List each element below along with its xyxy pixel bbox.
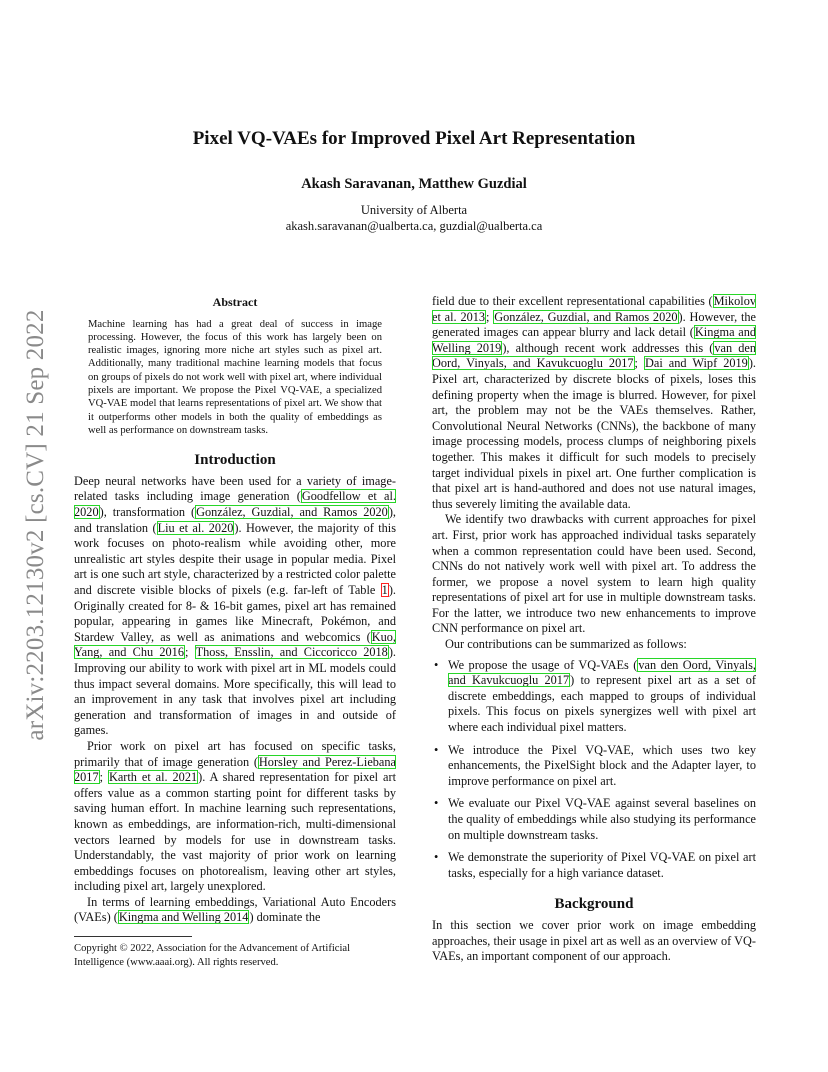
contribution-item [432, 850, 756, 881]
text-run: ). However, the majority of this work focuses on photo-realism while avoiding other, more unrealistic art styles despite their usage in popular media. Pixel art is one such art style, characterized by a restricted color palette and discrete visible blocks of pixels (e.g. far-left of Table [74, 520, 397, 598]
citation-link[interactable]: Kingma and Welling 2019 [432, 325, 756, 355]
text-run: We propose the usage of VQ-VAEs ( [448, 657, 638, 672]
intro-paragraph-1 [74, 474, 396, 739]
citation-link[interactable]: Mikolov et al. 2013 [432, 294, 756, 324]
contributions-intro: Our contributions can be summarized as follows: [445, 637, 687, 652]
right-column [432, 294, 756, 965]
text-run: ). Improving our ability to work with pixel art in ML models could thus impact several domains. More specifically, this will lead to an improvement in any task that involves pixel art including generation and transformation of images in and outside of games. [74, 645, 396, 738]
background-paragraph: In this section we cover prior work on image embedding approaches, their usage in pixel art as well as an overview of VQ-VAEs, an important component of our approach. [432, 917, 756, 964]
intro-paragraph-3 [74, 895, 396, 926]
paper-authors: Akash Saravanan, Matthew Guzdial [301, 176, 527, 192]
text-run: ; [634, 356, 644, 371]
text-run: ) to represent pixel art as a set of discrete embeddings, each mapped to groups of individual pixels. This focus on pixels synergizes well with pixel art where each individual pixel matters. [448, 673, 756, 735]
text-run: ), and translation ( [74, 505, 396, 535]
citation-link[interactable]: Goodfellow et al. 2020 [74, 489, 396, 520]
author-emails: akash.saravanan@ualberta.ca, guzdial@ualberta.ca [285, 219, 543, 233]
contribution-item [432, 658, 756, 736]
bullet-icon: • [434, 657, 439, 672]
text-run: In terms of learning embeddings, Variational Auto Encoders (VAEs) ( [74, 894, 396, 925]
intro-paragraph-2 [74, 739, 396, 895]
citation-link[interactable]: Karth et al. 2021 [108, 770, 198, 785]
text-run: ) dominate the [249, 910, 321, 925]
citation-link[interactable]: Horsley and Perez-Liebana 2017 [74, 754, 396, 785]
bullet-icon: • [434, 796, 439, 811]
left-column [74, 295, 396, 969]
text-run: We introduce the Pixel VQ-VAE, which uses two key enhancements, the PixelSight block and the Adapter layer, to improve performance on pixel art. [448, 742, 756, 788]
text-run: ). A shared representation for pixel art offers value as a common starting point for different tasks by saving human effort. In machine learning such representations, known as embeddings, are information-rich, multi-dimensional vectors learned by models for use in downstream tasks. Understandably, the vast majority of prior work on learning embeddings focuses on photorealism, leaving other art styles, including pixel art, largely unexplored. [74, 770, 396, 894]
text-run: ), although recent work addresses this ( [502, 340, 714, 355]
affiliation: University of Alberta [360, 203, 468, 217]
table-reference-link[interactable]: 1 [381, 583, 388, 598]
contributions-list [432, 658, 756, 882]
text-run: We demonstrate the superiority of Pixel VQ-VAE on pixel art tasks, especially for a high variance dataset. [448, 850, 756, 880]
citation-link[interactable]: González, Guzdial, and Ramos 2020 [494, 309, 678, 324]
citation-link[interactable]: Kuo, Yang, and Chu 2016 [74, 629, 396, 660]
introduction-heading: Introduction [194, 452, 276, 469]
text-run: ; [184, 645, 195, 660]
affiliation-block [0, 202, 828, 234]
citation-link[interactable]: Liu et al. 2020 [157, 520, 234, 535]
text-run: ). Pixel art, characterized by discrete blocks of pixels, loses this defining property when the image is blurred. However, for pixel art, the problem may not be the VAEs themselves. Rather, Convolutional Neural Networks (CNNs), the backbone of many image processing models, process clumps of neighboring pixels together. This makes it difficult for such models to precisely target individual pixels in pixel art. One further complication is that pixel art is hand-authored and does not use natural images, thus severely limiting the available data. [432, 356, 756, 511]
citation-link[interactable]: van den Oord, Vinyals, and Kavukcuoglu 2017 [448, 657, 756, 688]
bullet-icon: • [434, 742, 439, 757]
abstract-heading: Abstract [212, 295, 258, 309]
right-paragraph-2: We identify two drawbacks with current approaches for pixel art. First, prior work has approached individual tasks separately when a common representation could have been used. Second, CNNs do not natively work well with pixel art. To address the former, we propose a novel system to learn high quality representations of pixel art for use in multiple downstream tasks. For the latter, we introduce two new enhancements to improve CNN performance on pixel art. [432, 512, 756, 636]
paper-title: Pixel VQ-VAEs for Improved Pixel Art Representation [192, 128, 636, 149]
citation-link[interactable]: van den Oord, Vinyals, and Kavukcuoglu 2017 [432, 340, 757, 371]
text-run: Deep neural networks have been used for a variety of image-related tasks including image generation ( [74, 473, 396, 504]
arxiv-identifier-text: arXiv:2203.12130v2 [cs.CV] 21 Sep 2022 [22, 309, 49, 741]
citation-link[interactable]: Dai and Wipf 2019 [645, 356, 748, 371]
right-paragraph-1 [432, 294, 756, 512]
arxiv-side-identifier [16, 290, 56, 760]
background-heading: Background [554, 896, 634, 913]
text-run: ; [486, 309, 494, 324]
bullet-icon: • [434, 850, 439, 865]
text-run: ). However, the generated images can appear blurry and lack detail ( [432, 309, 756, 340]
contribution-item [432, 796, 756, 843]
text-run: ). Originally created for 8- & 16-bit games, pixel art has remained popular, appearing in games like Minecraft, Pokémon, and Stardew Valley, as well as animations and webcomics ( [74, 583, 396, 644]
text-run: field due to their excellent representational capabilities ( [432, 294, 713, 308]
citation-link[interactable]: Kingma and Welling 2014 [118, 910, 249, 925]
citation-link[interactable]: González, Guzdial, and Ramos 2020 [196, 505, 388, 520]
text-run: ), transformation ( [99, 505, 196, 520]
citation-link[interactable]: Thoss, Ensslin, and Ciccoricco 2018 [195, 645, 388, 660]
copyright-notice: Copyright © 2022, Association for the Advancement of Artificial Intelligence (www.aaai.org). All rights reserved. [74, 943, 351, 968]
contribution-item [432, 743, 756, 790]
abstract-text: Machine learning has had a great deal of success in image processing. However, the focus of this work has largely been on realistic images, ignoring more niche art styles such as pixel art. Additionally, many traditional machine learning models that focus on groups of pixels do not work well with pixel art, where individual pixels are important. We propose the Pixel VQ-VAE, a specialized VQ-VAE model that learns representations of pixel art. We show that it outperforms other models in both the quality of embeddings as well as performance on downstream tasks. [88, 318, 382, 436]
text-run: ; [99, 770, 108, 785]
text-run: We evaluate our Pixel VQ-VAE against several baselines on the quality of embeddings while also studying its performance on multiple downstream tasks. [448, 796, 756, 842]
footnote-divider [74, 936, 192, 937]
text-run: Prior work on pixel art has focused on specific tasks, primarily that of image generation ( [74, 738, 396, 769]
